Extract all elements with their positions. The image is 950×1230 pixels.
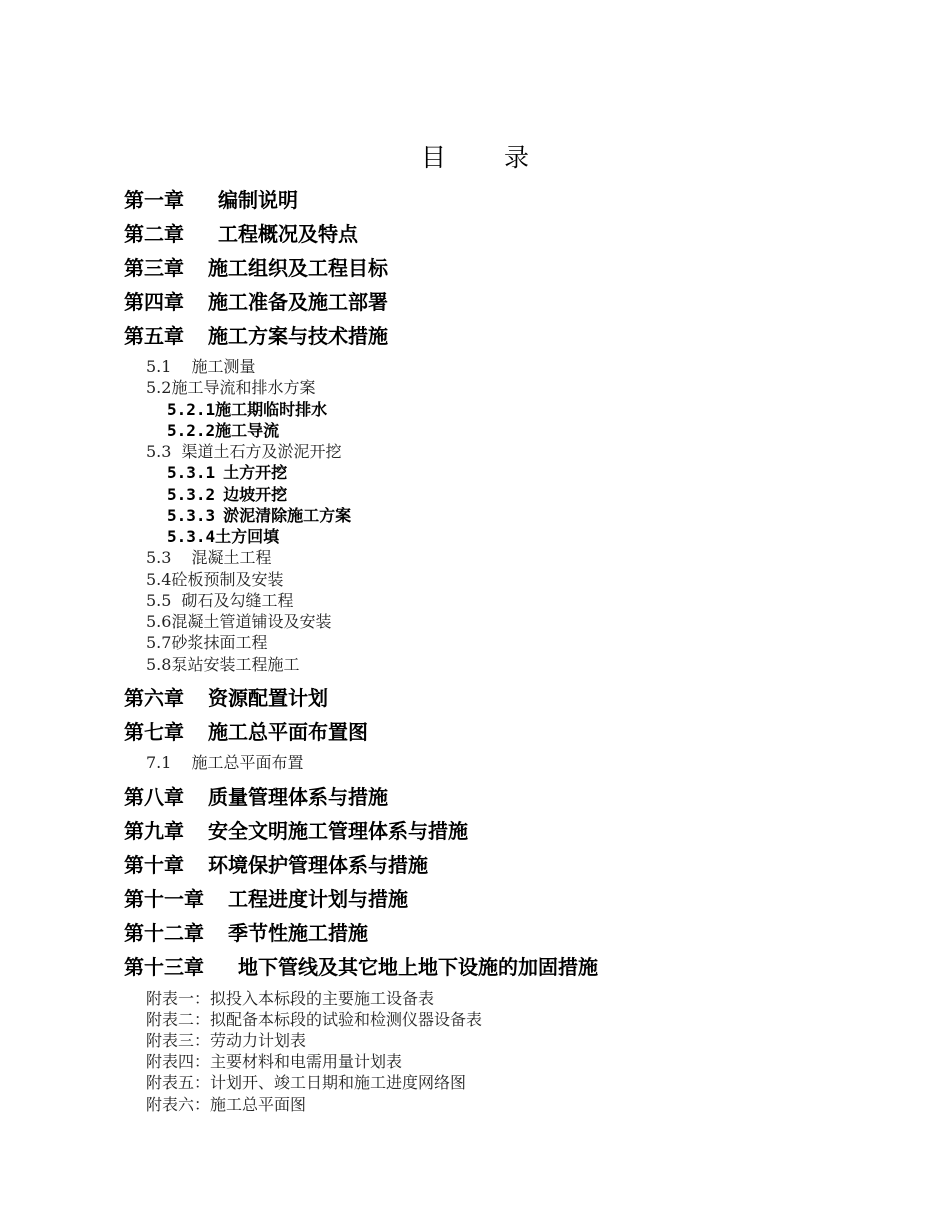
toc-section-5-6[interactable]: 5.6混凝土管道铺设及安装 [146, 612, 332, 631]
chapter-number: 第三章 [124, 256, 184, 280]
chapter-number: 第十三章 [124, 955, 204, 979]
chapter-title: 地下管线及其它地上地下设施的加固措施 [238, 955, 598, 979]
chapter-title: 施工总平面布置图 [208, 720, 368, 744]
toc-chapter-3[interactable] [124, 252, 388, 281]
toc-appendix-3[interactable]: 附表三：劳动力计划表 [146, 1031, 307, 1050]
toc-chapter-7[interactable] [124, 716, 368, 745]
toc-section-5-2[interactable]: 5.2施工导流和排水方案 [146, 378, 316, 397]
chapter-title: 资源配置计划 [208, 686, 328, 710]
toc-chapter-9[interactable] [124, 815, 468, 844]
toc-subsection-5-3-2[interactable]: 5.3.2 边坡开挖 [167, 485, 288, 504]
chapter-number: 第八章 [124, 785, 184, 809]
toc-chapter-11[interactable] [124, 883, 408, 912]
chapter-title: 施工准备及施工部署 [208, 290, 388, 314]
chapter-title: 安全文明施工管理体系与措施 [208, 819, 468, 843]
chapter-number: 第一章 [124, 188, 184, 212]
toc-section-5-4[interactable]: 5.4砼板预制及安装 [146, 570, 284, 589]
toc-section-5-8[interactable]: 5.8泵站安装工程施工 [146, 655, 300, 674]
chapter-number: 第十章 [124, 853, 184, 877]
chapter-title: 工程进度计划与措施 [228, 887, 408, 911]
chapter-number: 第十二章 [124, 921, 204, 945]
chapter-number: 第六章 [124, 686, 184, 710]
chapter-number: 第五章 [124, 324, 184, 348]
toc-appendix-1[interactable]: 附表一：拟投入本标段的主要施工设备表 [146, 989, 435, 1008]
toc-appendix-5[interactable]: 附表五：计划开、竣工日期和施工进度网络图 [146, 1073, 467, 1092]
toc-chapter-1[interactable] [124, 184, 298, 213]
toc-section-7-1[interactable]: 7.1 施工总平面布置 [146, 753, 304, 772]
toc-subsection-5-3-1[interactable]: 5.3.1 土方开挖 [167, 463, 288, 482]
toc-chapter-8[interactable] [124, 781, 388, 810]
toc-chapter-2[interactable] [124, 218, 358, 247]
toc-section-5-7[interactable]: 5.7砂浆抹面工程 [146, 633, 268, 652]
toc-chapter-5[interactable] [124, 320, 388, 349]
chapter-title: 编制说明 [218, 188, 298, 212]
chapter-title: 施工组织及工程目标 [208, 256, 388, 280]
page-title [0, 138, 950, 174]
toc-appendix-6[interactable]: 附表六：施工总平面图 [146, 1095, 307, 1114]
toc-chapter-10[interactable] [124, 849, 428, 878]
toc-section-5-5[interactable]: 5.5 砌石及勾缝工程 [146, 591, 294, 610]
chapter-title: 施工方案与技术措施 [208, 324, 388, 348]
toc-subsection-5-2-1[interactable]: 5.2.1施工期临时排水 [167, 400, 328, 419]
chapter-number: 第四章 [124, 290, 184, 314]
chapter-number: 第九章 [124, 819, 184, 843]
chapter-title: 质量管理体系与措施 [208, 785, 388, 809]
chapter-title: 环境保护管理体系与措施 [208, 853, 428, 877]
chapter-number: 第七章 [124, 720, 184, 744]
chapter-title: 季节性施工措施 [228, 921, 368, 945]
title-char-1: 目 [420, 143, 446, 172]
chapter-number: 第十一章 [124, 887, 204, 911]
toc-chapter-13[interactable] [124, 951, 598, 980]
toc-subsection-5-3-3[interactable]: 5.3.3 淤泥清除施工方案 [167, 506, 352, 525]
toc-chapter-12[interactable] [124, 917, 368, 946]
chapter-title: 工程概况及特点 [218, 222, 358, 246]
toc-section-5-3[interactable]: 5.3 渠道土石方及淤泥开挖 [146, 442, 342, 461]
toc-subsection-5-2-2[interactable]: 5.2.2施工导流 [167, 421, 280, 440]
chapter-number: 第二章 [124, 222, 184, 246]
toc-chapter-4[interactable] [124, 286, 388, 315]
toc-appendix-4[interactable]: 附表四：主要材料和电需用量计划表 [146, 1052, 403, 1071]
title-char-2: 录 [504, 143, 530, 172]
toc-subsection-5-3-4[interactable]: 5.3.4土方回填 [167, 527, 280, 546]
toc-section-5-1[interactable]: 5.1 施工测量 [146, 357, 256, 376]
toc-chapter-6[interactable] [124, 682, 328, 711]
toc-appendix-2[interactable]: 附表二：拟配备本标段的试验和检测仪器设备表 [146, 1010, 483, 1029]
toc-section-5-3-concrete[interactable]: 5.3 混凝土工程 [146, 548, 272, 567]
